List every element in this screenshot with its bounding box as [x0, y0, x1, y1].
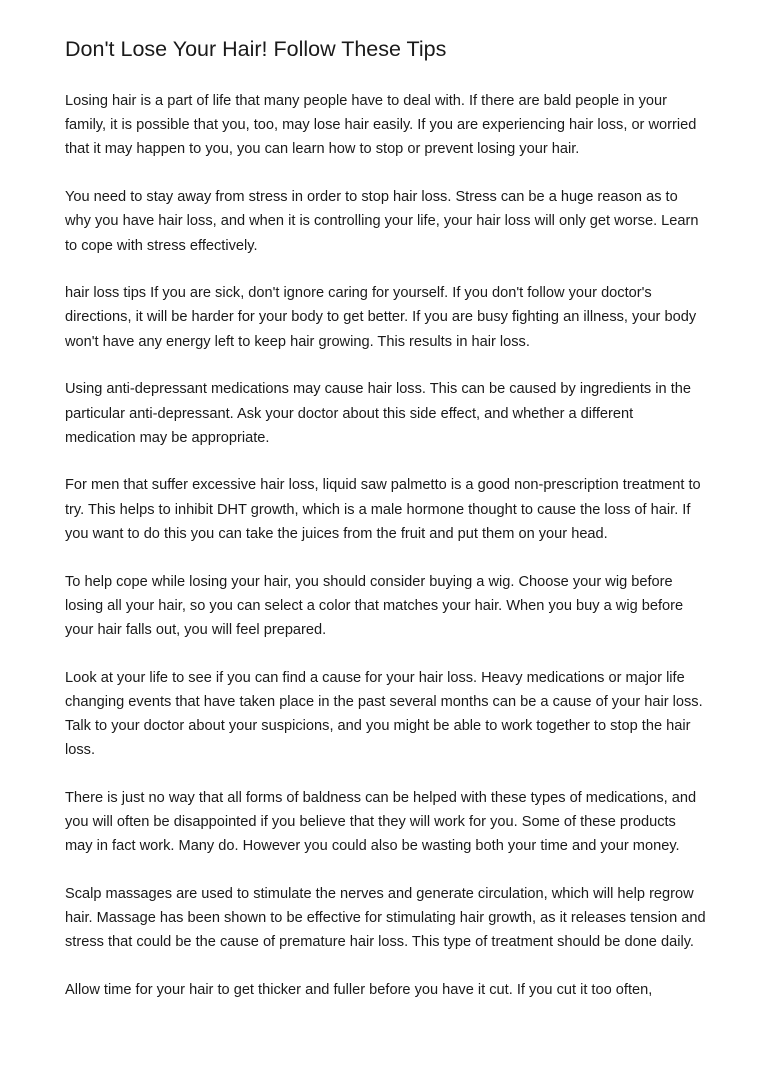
paragraph: Scalp massages are used to stimulate the nerves and generate circulation, which will help regrow hair. Massage has been shown to be effective for stimulating hair growth, as it releases tension and stress that could be the cause of premature hair loss. This type of treatment should be done daily.	[65, 886, 706, 951]
paragraph: Losing hair is a part of life that many people have to deal with. If there are bald people in your family, it is possible that you, too, may lose hair easily. If you are experiencing hair loss, or worried that it may happen to you, you can learn how to stop or prevent losing your hair.	[65, 93, 697, 158]
paragraph: You need to stay away from stress in order to stop hair loss. Stress can be a huge reason as to why you have hair loss, and when it is controlling your life, your hair loss will only get worse. Learn to cope with stress effectively.	[65, 189, 699, 254]
paragraph: To help cope while losing your hair, you should consider buying a wig. Choose your wig before losing all your hair, so you can select a color that matches your hair. When you buy a wig before your hair falls out, you will feel prepared.	[65, 573, 684, 638]
paragraph: hair loss tips If you are sick, don't ignore caring for yourself. If you don't follow your doctor's directions, it will be harder for your body to get better. If you are busy fighting an illness, your body won't have any energy left to keep hair growing. This results in hair loss.	[65, 285, 697, 350]
paragraph: There is just no way that all forms of baldness can be helped with these types of medications, and you will often be disappointed if you believe that they will work for you. Some of these products may in fact work. Many do. However you could also be wasting both your time and your money.	[65, 789, 697, 855]
paragraph: Look at your life to see if you can find a cause for your hair loss. Heavy medications or major life changing events that have taken place in the past several months can be a cause of your hair loss. Talk to your doctor about your suspicions, and you might be able to work together to stop the hair loss.	[65, 669, 703, 759]
paragraph: For men that suffer excessive hair loss, liquid saw palmetto is a good non-prescription treatment to try. This helps to inhibit DHT growth, which is a male hormone thought to cause the loss of hair. If you want to do this you can take the juices from the fruit and put them on your head.	[65, 477, 701, 542]
paragraph: Allow time for your hair to get thicker and fuller before you have it cut. If you cut it too often,	[65, 982, 653, 999]
paragraph: Using anti-depressant medications may cause hair loss. This can be caused by ingredients in the particular anti-depressant. Ask your doctor about this side effect, and whether a different medication may be appropriate.	[65, 381, 691, 446]
page-title: Don't Lose Your Hair! Follow These Tips	[65, 37, 447, 61]
